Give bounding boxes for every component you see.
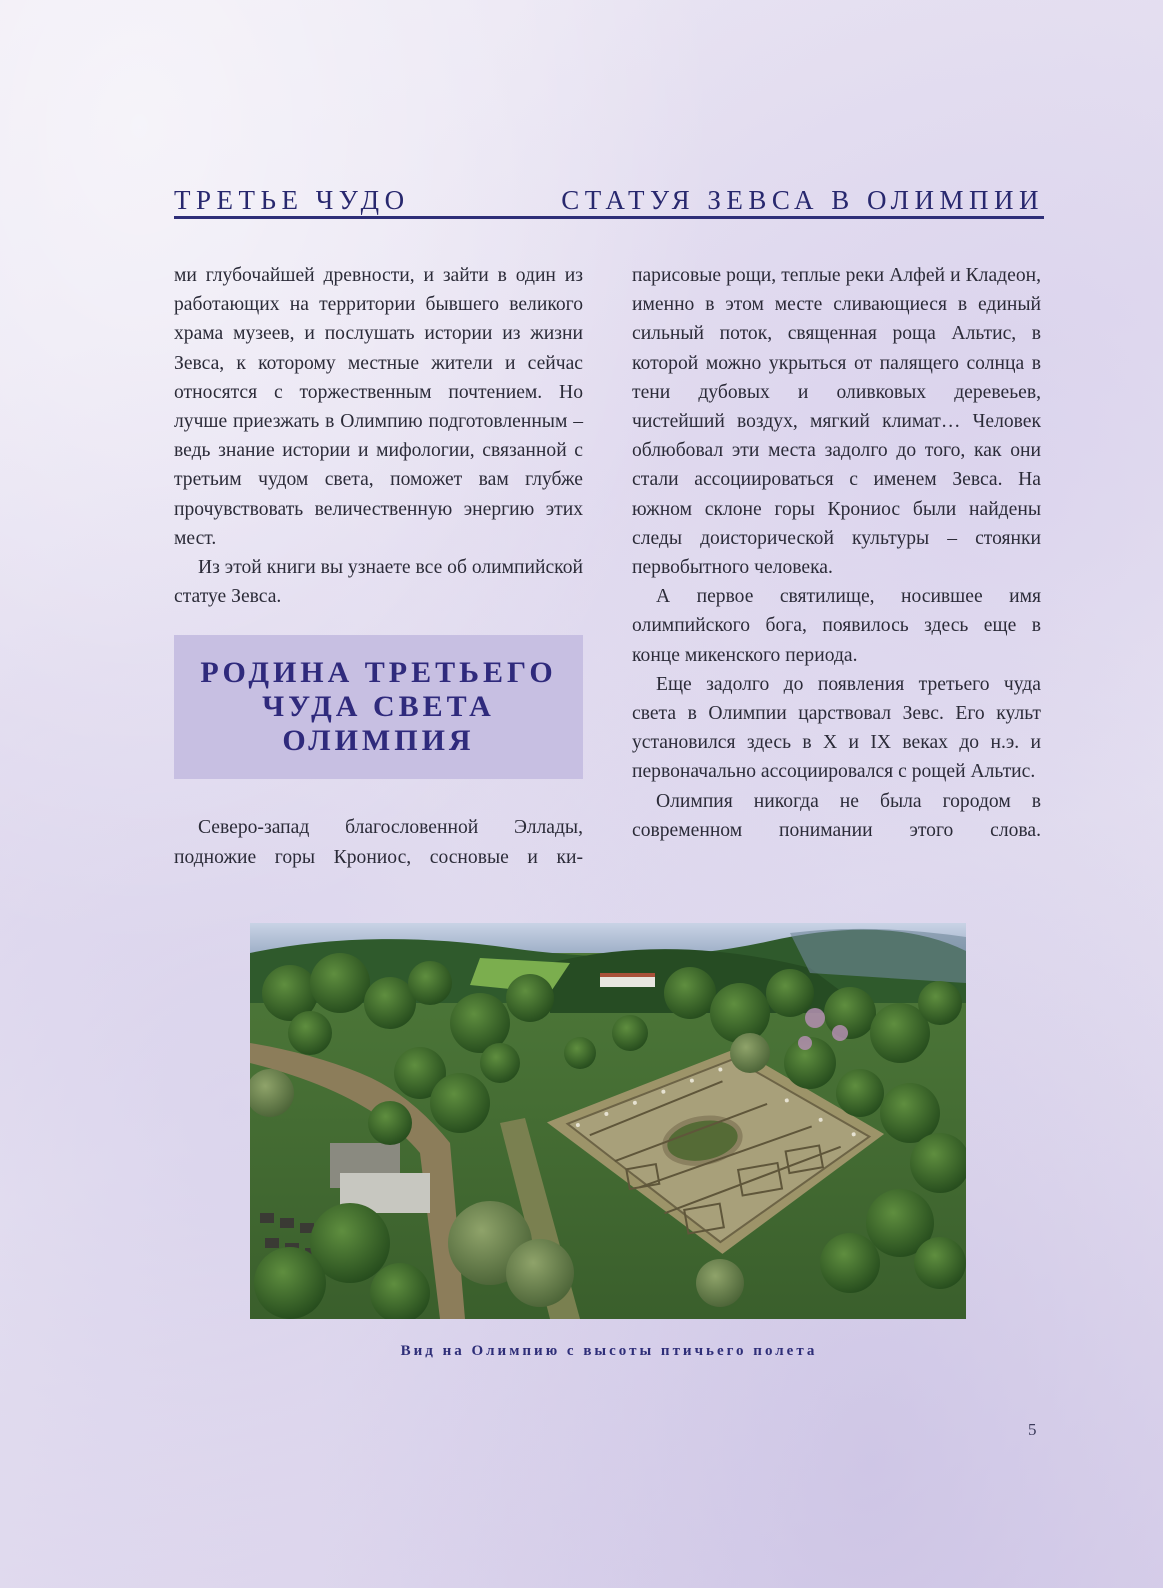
paragraph: Олимпия никогда не была городом в современном понимании этого слова. — [632, 790, 1041, 841]
left-column — [174, 261, 583, 872]
paragraph: А первое святилище, носившее имя олимпийского бога, появилось здесь еще в конце микенского периода. — [632, 586, 1041, 666]
paragraph: парисовые рощи, теплые реки Алфей и Кладеон, именно в этом месте сливающиеся в единый сильный поток, священная роща Альтис, в которой можно укрыться от палящего солнца в тени дубовых и оливковых деревеьев, чистейший воздух, мягкий климат… Человек облюбовал эти места задолго до того, как они стали ассоциироваться с именем Зевса. На южном склоне горы Крониос были найдены следы доисторической культуры – стоянки первобытного человека. — [632, 265, 1041, 579]
section-heading-box — [174, 635, 583, 779]
header-rule — [174, 216, 1044, 219]
page-number: 5 — [1028, 1420, 1037, 1439]
header-chapter: ТРЕТЬЕ ЧУДО — [174, 185, 410, 215]
section-title-line: РОДИНА ТРЕТЬЕГО — [200, 656, 557, 690]
paragraph: ми глубочайшей древности, и зайти в один из работающих на территории бывшего великого храма музеев, и послушать истории из жизни Зевса, к которому местные жители и сейчас относятся с торжественным почтением. Но лучше приезжать в Олимпию подготовленным – ведь знание истории и мифологии, связанной с третьим чудом света, поможет вам глубже прочувствовать величественную энергию этих мест. — [174, 265, 583, 549]
paragraph: Северо-запад благословенной Эллады, подножие горы Крониос, сосновые и ки- — [174, 817, 583, 868]
photo-caption: Вид на Олимпию с высоты птичьего полета — [400, 1343, 818, 1359]
paragraph: Из этой книги вы узнаете все об олимпийской статуе Зевса. — [174, 557, 583, 608]
section-title — [200, 656, 556, 758]
header-title: СТАТУЯ ЗЕВСА В ОЛИМПИИ — [561, 185, 1044, 215]
aerial-photo-olympia — [250, 923, 966, 1319]
section-title-line: ЧУДА СВЕТА — [262, 690, 495, 724]
paragraph: Еще задолго до появления третьего чуда света в Олимпии царствовал Зевс. Его культ установился здесь в X и IX веках до н.э. и первоначально ассоциировался с рощей Альтис. — [632, 673, 1041, 783]
right-column — [632, 261, 1041, 845]
running-header — [174, 176, 1044, 216]
section-title-line: ОЛИМПИЯ — [282, 724, 475, 758]
